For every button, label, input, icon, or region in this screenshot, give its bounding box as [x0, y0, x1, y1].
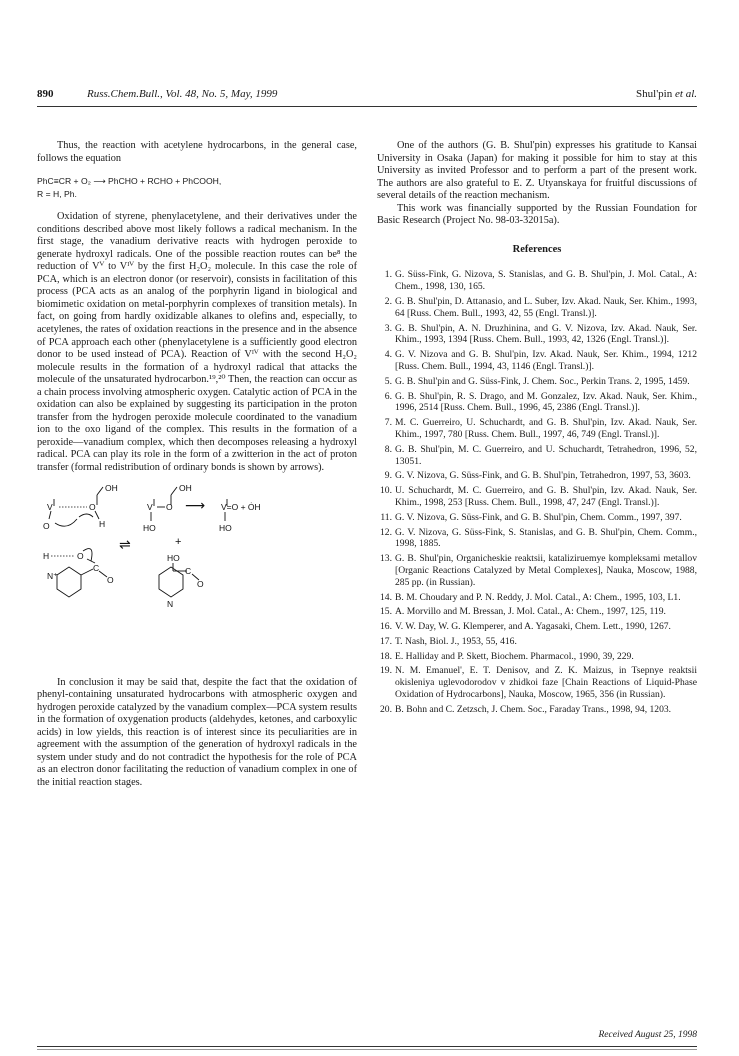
- label-oh-a: OH: [105, 482, 118, 493]
- running-authors: [636, 88, 697, 100]
- reference-item: [377, 349, 697, 373]
- reference-item: [377, 323, 697, 347]
- label-o-d: O: [77, 550, 84, 561]
- reference-item: [377, 651, 697, 663]
- reference-text: G. V. Nizova and G. B. Shul'pin, Izv. Akad. Nauk, Ser. Khim., 1994, 1212 [Russ. Chem. Bull., 1994, 43, 1146 (Engl. Transl.)].: [395, 349, 697, 372]
- reference-number: 8.: [384, 443, 392, 455]
- reference-number: 5.: [384, 375, 392, 387]
- label-v-a: V: [47, 501, 53, 512]
- reference-text: G. B. Shul'pin, M. C. Guerreiro, and U. Schuchardt, Tetrahedron, 1996, 52, 13051.: [395, 443, 697, 467]
- label-plus: +: [175, 535, 182, 548]
- header-rule: [37, 106, 697, 107]
- label-arrow-b: ⟶: [185, 496, 206, 513]
- reaction-scheme: [37, 479, 357, 669]
- reference-item: [377, 527, 697, 551]
- reaction-equation: [37, 175, 357, 201]
- reference-number: 15.: [380, 606, 392, 618]
- left-column: [37, 140, 357, 790]
- label-nplus-d: N⁺: [47, 570, 58, 581]
- reference-text: G. B. Shul'pin and G. Süss-Fink, J. Chem. Soc., Perkin Trans. 2, 1995, 1459.: [395, 375, 690, 387]
- reference-text: T. Nash, Biol. J., 1953, 55, 416.: [395, 635, 517, 647]
- footer-rule: [37, 1046, 697, 1047]
- label-equilibrium: ⇌: [119, 535, 131, 552]
- reference-item: [377, 444, 697, 468]
- reference-item: [377, 269, 697, 293]
- journal-citation: Russ.Chem.Bull., Vol. 48, No. 5, May, 1999: [87, 88, 278, 100]
- reference-item: [377, 592, 697, 604]
- reference-number: 18.: [380, 650, 392, 662]
- scheme-zwitterion: [43, 548, 114, 596]
- reference-item: [377, 704, 697, 716]
- reference-item: [377, 470, 697, 482]
- reference-item: [377, 485, 697, 509]
- label-h-d: H: [43, 550, 50, 561]
- reference-item: [377, 621, 697, 633]
- reference-item: [377, 376, 697, 388]
- references-heading: References: [512, 243, 562, 255]
- label-v-b: V: [147, 501, 153, 512]
- reference-text: G. B. Shul'pin, A. N. Druzhinina, and G. V. Nizova, Izv. Akad. Nauk, Ser. Khim., 1993, 1394 [Russ. Chem. Bull., 1993, 42, 1326 (Engl. Transl.)].: [395, 322, 697, 346]
- paragraph-conclusion: In conclusion it may be said that, despite the fact that the oxidation of phenyl-containing unsaturated hydrocarbons with atmospheric oxygen and hydrogen peroxide catalyzed by the vanadium complex—PCA system results in the formation of oxygenation products (aldehydes, ketones, and carboxylic acids) in low yields, this reaction is of interest since its peculiarities are in agreement with the assumption of the generation of hydroxyl radicals in the system under study and do not contradict the hypothesis for the role of PCA as an electron donor facilitating the reduction of vanadium complex in one of the initial reaction stages.: [37, 676, 357, 788]
- reference-text: V. W. Day, W. G. Klemperer, and A. Yagasaki, Chem. Lett., 1990, 1267.: [395, 621, 671, 633]
- label-c-e: C: [185, 565, 192, 576]
- reference-text: G. B. Shul'pin, D. Attanasio, and L. Suber, Izv. Akad. Nauk, Ser. Khim., 1993, 64 [Russ. Chem. Bull., 1993, 42, 55 (Engl. Transl.)].: [395, 295, 697, 319]
- page-number: 890: [37, 88, 54, 100]
- reference-text: G. B. Shul'pin, Organicheskie reaktsii, kataliziruemye kompleksami metallov [Organic Reactions Catalyzed by Metal Complexes], Nauka, Moscow, 1988, 285 pp. (in Russian).: [395, 553, 697, 588]
- reference-number: 3.: [384, 322, 392, 334]
- label-o-b: O: [166, 501, 173, 512]
- label-ho-b: HO: [143, 522, 156, 533]
- received-date: Received August 25, 1998: [598, 1030, 697, 1040]
- reference-item: [377, 296, 697, 320]
- reference-number: 20.: [380, 703, 392, 715]
- reference-number: 4.: [384, 349, 392, 361]
- reference-item: [377, 512, 697, 524]
- scheme-complex-b: [143, 483, 205, 533]
- label-h-a: H: [99, 518, 106, 529]
- equation-line: PhC≡CR + O₂ ⟶ PhCHO + RCHO + PhCOOH,: [37, 176, 222, 187]
- paragraph-acknowledgment: One of the authors (G. B. Shul'pin) expresses his gratitude to Kansai University in Osaka (Japan) for making it possible for him to stay at this University as invited Professor and to perform a part of the present work. The authors are also grateful to E. Z. Utyanskaya for fruitful discussions of several details of the reaction mechanism.: [377, 140, 697, 202]
- reference-item: [377, 665, 697, 700]
- reference-text: B. M. Choudary and P. N. Reddy, J. Mol. Catal., A: Chem., 1995, 103, L1.: [395, 591, 681, 603]
- label-ho-c: HO: [219, 522, 232, 533]
- label-c-d: C: [93, 562, 100, 573]
- label-ho-e: HO: [167, 552, 180, 563]
- running-authors-suffix: et al.: [675, 88, 697, 100]
- reference-text: G. V. Nizova, G. Süss-Fink, and G. B. Shul'pin, Chem. Comm., 1997, 397.: [395, 511, 682, 523]
- reference-number: 14.: [380, 591, 392, 603]
- running-authors-name: Shul'pin: [636, 88, 673, 100]
- reference-text: G. V. Nizova, G. Süss-Fink, and G. B. Shul'pin, Tetrahedron, 1997, 53, 3603.: [395, 470, 691, 482]
- reference-text: G. B. Shul'pin, R. S. Drago, and M. Gonzalez, Izv. Akad. Nauk, Ser. Khim., 1996, 2514 [Russ. Chem. Bull., 1996, 45, 2386 (Engl. Transl.)].: [395, 390, 697, 414]
- reference-number: 13.: [380, 553, 392, 565]
- reference-item: [377, 606, 697, 618]
- label-products: V=O + ȮH: [221, 501, 261, 512]
- reference-number: 9.: [384, 470, 392, 482]
- reference-number: 6.: [384, 390, 392, 402]
- paragraph-funding: This work was financially supported by the Russian Foundation for Basic Research (Project No. 98-03-32015a).: [377, 202, 697, 227]
- reference-item: [377, 553, 697, 588]
- label-o-d2: O: [107, 574, 114, 585]
- reference-text: G. Süss-Fink, G. Nizova, S. Stanislas, and G. B. Shul'pin, J. Mol. Catal., A: Chem., 1998, 130, 165.: [395, 269, 697, 293]
- label-oh-b: OH: [179, 482, 192, 493]
- reference-item: [377, 636, 697, 648]
- label-o-a: O: [89, 501, 96, 512]
- running-header: [37, 88, 697, 104]
- label-o-a2: O: [43, 520, 50, 531]
- reference-text: N. M. Emanuel', E. T. Denisov, and Z. K. Maizus, in Tsepnye reaktsii okisleniya uglevodorodov v zhidkoi faze [Chain Reactions of Liquid-Phase Oxidation of Hydrocarbons], Nauka, Moscow, 1965, 356 (in Russian).: [395, 665, 697, 701]
- scheme-products: [219, 499, 261, 533]
- reference-text: A. Morvillo and M. Bressan, J. Mol. Catal., A: Chem., 1997, 125, 119.: [395, 606, 666, 618]
- reference-number: 11.: [380, 511, 392, 523]
- reference-text: U. Schuchardt, M. C. Guerreiro, and G. B. Shul'pin, Izv. Akad. Nauk, Ser. Khim., 1998, 253 [Russ. Chem. Bull., 1998, 47, 247 (Engl. Transl.)].: [395, 485, 697, 508]
- reference-number: 1.: [384, 269, 392, 281]
- paragraph-mechanism: Oxidation of styrene, phenylacetylene, and their derivatives under the conditions described above most likely follows a radical mechanism. In the first stage, the vanadium derivative reacts with hydrogen peroxide to generate hydroxyl radicals. One of the possible reaction routes can be⁸ the reduction of Vⱽ to Vᴵⱽ by the first H₂O₂ molecule. In this case the role of PCA, which is an electron donor (or reservoir), consists in facilitation of this process (PCA acts as an analog of the porphyrin ligand in biological and biomimetic oxidation on metal-porphyrin complexes of transition metals). In fact, on going from hardly oxidizable alkanes to olefins and, especially, to acetylenes, the rates of oxidation reactions in the presence and in the absence of PCA approach each other (phenylacetylene is a sufficiently good electron donor to be used instead of PCA). Reaction of Vᴵⱽ with the second H₂O₂ molecule results in the formation of a hydroxyl radical that attacks the molecule of the unsaturated hydrocarbon.¹⁹,²⁰ Then, the reaction can occur as a chain process involving atmospheric oxygen. Catalytic action of PCA in the oxidation can also be explained by suggesting its participation in the proton transfer from the hydrogen peroxide molecule coordinated to the vanadium ion to the oxo ligand of the complex. This results in the formation of a peroxide—vanadium complex, which then decomposes releasing a hydroxyl radical. PCA can play its role in the form of a zwitterion in the act of proton transfer (formal redistribution of ordinary bonds is shown by arrows).: [37, 211, 357, 474]
- reference-number: 17.: [380, 635, 392, 647]
- reference-item: [377, 391, 697, 415]
- reference-number: 19.: [380, 665, 392, 677]
- right-column: [377, 140, 697, 719]
- label-o-e: O: [197, 578, 204, 589]
- label-n-e: N: [167, 598, 174, 609]
- reference-text: E. Halliday and P. Skett, Biochem. Pharmacol., 1990, 39, 229.: [395, 650, 634, 662]
- references-list: [377, 269, 697, 715]
- reference-number: 12.: [380, 526, 392, 538]
- scheme-pca: [159, 553, 204, 609]
- paragraph-equation-intro: Thus, the reaction with acetylene hydrocarbons, in the general case, follows the equation: [37, 140, 357, 164]
- footer-rule-thin: [37, 1049, 697, 1050]
- reference-text: G. V. Nizova, G. Süss-Fink, S. Stanislas, and G. B. Shul'pin, Chem. Comm., 1998, 1885.: [395, 526, 697, 550]
- reference-item: [377, 417, 697, 441]
- scheme-complex-a: [43, 483, 118, 531]
- reference-number: 7.: [384, 417, 392, 429]
- reference-number: 2.: [384, 295, 392, 307]
- reference-text: M. C. Guerreiro, U. Schuchardt, and G. B. Shul'pin, Izv. Akad. Nauk, Ser. Khim., 1997, 780 [Russ. Chem. Bull., 1997, 46, 749 (Engl. Transl.)].: [395, 417, 697, 440]
- reference-number: 16.: [380, 621, 392, 633]
- reference-text: B. Bohn and C. Zetzsch, J. Chem. Soc., Faraday Trans., 1998, 94, 1203.: [395, 703, 672, 715]
- equation-substituent: R = H, Ph.: [37, 189, 77, 200]
- reference-number: 10.: [380, 485, 392, 497]
